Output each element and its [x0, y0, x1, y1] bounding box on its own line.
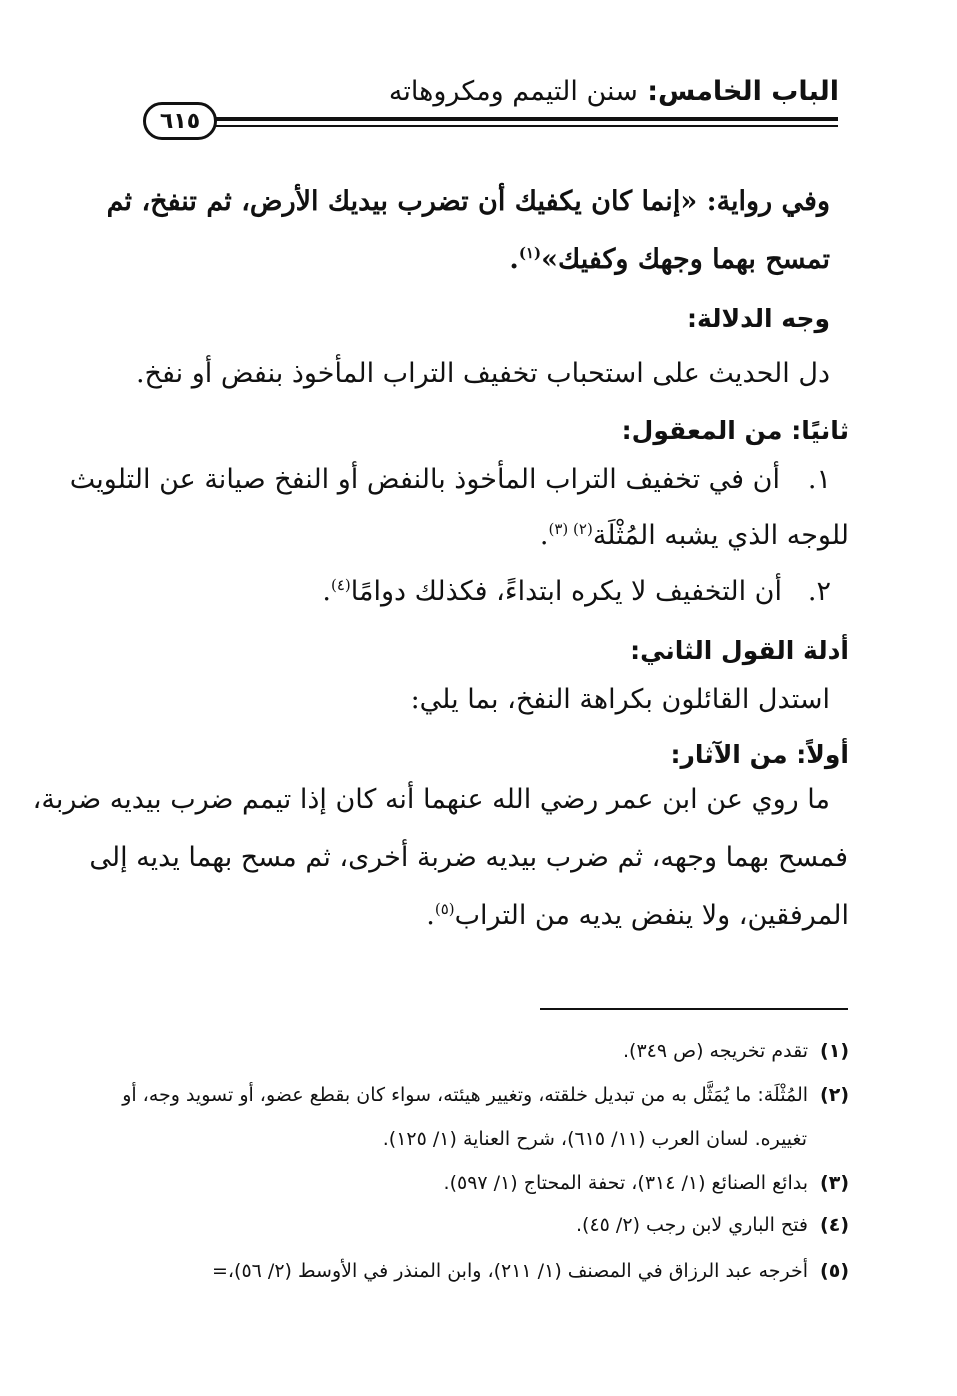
header-rule-thin: [210, 125, 838, 127]
header-rule-thick: [210, 117, 838, 121]
running-header: [260, 76, 839, 107]
section-heading: وجه الدلالة:: [687, 304, 830, 333]
chapter-subtitle: سنن التيمم ومكروهاته: [388, 76, 638, 107]
footnote-ref[interactable]: (٥): [434, 900, 455, 918]
paragraph-line: المرفقين، ولا ينفض يديه من التراب$^{(٥)}$.: [426, 900, 849, 931]
section-heading: ثانيًا: من المعقول:: [621, 416, 849, 445]
paragraph-line: استدل القائلون بكراهة النفخ، بما يلي:: [410, 684, 830, 715]
section-heading: أدلة القول الثاني:: [630, 636, 849, 665]
list-item-line: أن التخفيف لا يكره ابتداءً، فكذلك دوامًا$^{(٤)}$.: [322, 576, 782, 607]
footnote-ref[interactable]: (١): [518, 244, 542, 262]
paragraph-line: فمسح بهما وجهه، ثم ضرب بيديه ضربة أخرى، ثم مسح بهما يديه إلى: [89, 842, 848, 873]
paragraph-line: تمسح بهما وجهك وكفيك»$^{(١)}$.: [509, 244, 830, 275]
footnote-ref[interactable]: (٤): [330, 576, 351, 594]
footnote-ref[interactable]: (٢) (٣): [548, 520, 593, 538]
paragraph-line: وفي رواية: «إنما كان يكفيك أن تضرب بيديك الأرض، ثم تنفخ، ثم: [106, 186, 830, 217]
footnote: (١)تقدم تخريجه (ص ٣٤٩).: [623, 1040, 849, 1062]
list-item-number: ٢.: [807, 576, 831, 607]
list-item-number: ١.: [807, 464, 831, 495]
footnote: (٣)بدائع الصنائع (١/ ٣١٤)، تحفة المحتاج (١/ ٥٩٧).: [443, 1172, 849, 1194]
page-number: ٦١٥: [143, 102, 217, 140]
section-heading: أولاً: من الآثار:: [670, 740, 849, 769]
footnote: (٥)أخرجه عبد الرزاق في المصنف (١/ ٢١١)، وابن المنذر في الأوسط (٢/ ٥٦)،=: [211, 1260, 849, 1282]
list-item-line: للوجه الذي يشبه المُثْلَة$^{(٢) (٣)}$.: [539, 520, 849, 551]
list-item-line: أن في تخفيف التراب المأخوذ بالنفض أو النفخ صيانة عن التلويث: [69, 464, 780, 495]
footnote: (٤)فتح الباري لابن رجب (٢/ ٤٥).: [576, 1214, 849, 1236]
footnote-continuation: تغييره. لسان العرب (١١/ ٦١٥)، شرح العناية (١/ ١٢٥).: [382, 1128, 807, 1150]
paragraph-line: ما روي عن ابن عمر رضي الله عنهما أنه كان إذا تيمم ضرب بيديه ضربة،: [32, 784, 830, 815]
footnote-separator: [540, 1008, 848, 1010]
paragraph-line: دل الحديث على استحباب تخفيف التراب المأخوذ بنفض أو نفخ.: [135, 358, 830, 389]
chapter-title: الباب الخامس:: [647, 76, 839, 107]
footnote: (٢)المُثْلَة: ما يُمَثَّل به من تبديل خلقته، وتغيير هيئته، سواء كان بقطع عضو، أو تسويد وجه، أو: [122, 1084, 849, 1106]
